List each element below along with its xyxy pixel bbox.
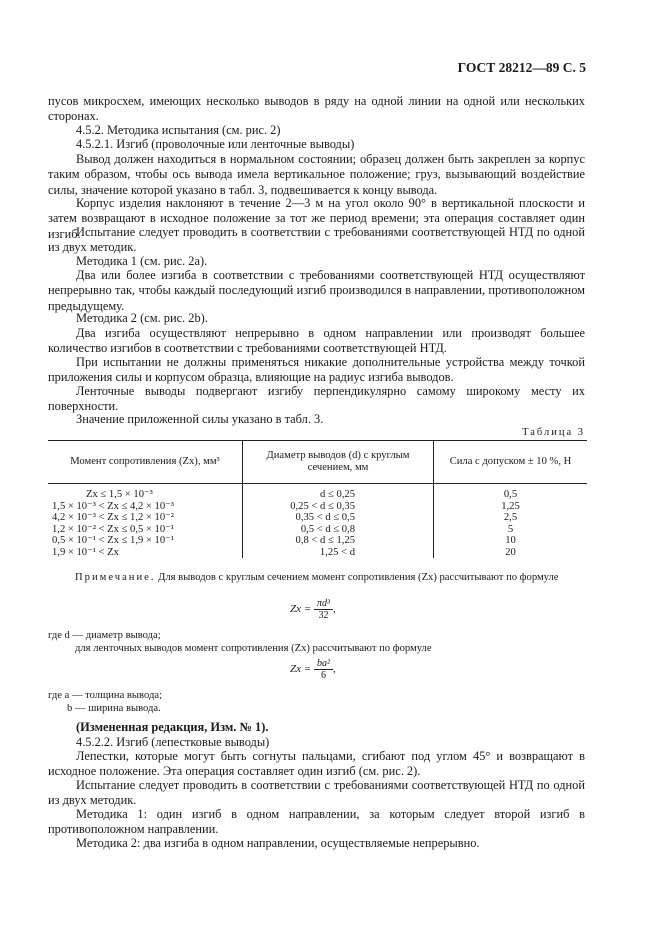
table-header-force: Сила с допуском ± 10 %, Н bbox=[434, 441, 588, 484]
cell-diameter: 0,5 < d ≤ 0,8 bbox=[243, 524, 434, 536]
method-2-text: Два изгиба осуществляют непрерывно в одном направлении или производят большее количество изгибов в соответствии с требованиями соответствующей НТД. bbox=[48, 326, 585, 356]
formula-round-numerator: πd³ bbox=[314, 598, 333, 610]
method-1-title: Методика 1 (см. рис. 2а). bbox=[76, 254, 208, 268]
note-text-ribbon: для ленточных выводов момент сопротивления (Zx) рассчитывают по формуле bbox=[75, 643, 432, 654]
cell-moment: 1,5 × 10⁻³ < Zx ≤ 4,2 × 10⁻³ bbox=[52, 500, 174, 512]
section-4-5-2-title: 4.5.2. Методика испытания (см. рис. 2) bbox=[76, 123, 281, 137]
method-2-tabs: Методика 2: два изгиба в одном направлении, осуществляемые непрерывно. bbox=[76, 836, 480, 850]
formula-ribbon bbox=[290, 658, 336, 681]
formula-round-fraction bbox=[314, 598, 333, 621]
table-row bbox=[48, 501, 587, 513]
note-where-b: b — ширина вывода. bbox=[67, 703, 161, 714]
formula-ribbon-fraction bbox=[314, 658, 333, 681]
cell-force: 0,5 bbox=[434, 484, 588, 501]
cell-force: 1,25 bbox=[434, 501, 588, 513]
table-caption: Таблица 3 bbox=[522, 427, 585, 438]
method-1-text: Два или более изгиба в соответствии с требованиями соответствующей НТД осуществляют непрерывно так, чтобы каждый последующий изгиб производился в направлении, противоположном предыдущему. bbox=[48, 268, 585, 313]
paragraph-continuation: пусов микросхем, имеющих несколько выводов в ряду на одной линии на одной или нескольких сторонах. bbox=[48, 94, 585, 124]
cell-force: 5 bbox=[434, 524, 588, 536]
cell-diameter: 0,8 < d ≤ 1,25 bbox=[243, 535, 434, 547]
method-1-tabs: Методика 1: один изгиб в одном направлении, за которым следует второй изгиб в противоположном направлении. bbox=[48, 807, 585, 837]
section-4-5-2-1-title: 4.5.2.1. Изгиб (проволочные или ленточные выводы) bbox=[76, 137, 355, 151]
table-note bbox=[75, 571, 587, 585]
formula-round bbox=[290, 598, 336, 621]
method-2-title: Методика 2 (см. рис. 2b). bbox=[76, 311, 208, 325]
paragraph-no-devices: При испытании не должны применяться никакие дополнительные устройства между точкой приложения силы и корпусом образца, влияющие на радиус изгиба выводов. bbox=[48, 355, 585, 385]
paragraph-tilt: Корпус изделия наклоняют в течение 2—3 м на угол около 90° в вертикальной плоскости и затем возвращают в исходное положение за тот же период времени; эта операция составляет один изгиб. bbox=[48, 196, 585, 241]
formula-ribbon-numerator: ba² bbox=[314, 658, 333, 670]
table-3 bbox=[48, 440, 587, 558]
table-row bbox=[48, 524, 587, 536]
formula-ribbon-end: , bbox=[332, 663, 336, 676]
paragraph-lead-position: Вывод должен находиться в нормальном состоянии; образец должен быть закреплен за корпус таким образом, чтобы ось вывода имела вертикальное положение; груз, вызывающий воздействие силы, значение которой указано в табл. 3, подвешивается к концу вывода. bbox=[48, 152, 585, 197]
cell-force: 10 bbox=[434, 535, 588, 547]
cell-force: 20 bbox=[434, 547, 588, 559]
cell-diameter: 1,25 < d bbox=[243, 547, 434, 559]
paragraph-test-methods-2: Испытание следует проводить в соответствии с требованиями соответствующей НТД по одной из двух методик. bbox=[48, 778, 585, 808]
cell-diameter: 0,25 < d ≤ 0,35 bbox=[243, 501, 434, 513]
page-header: ГОСТ 28212—89 С. 5 bbox=[457, 60, 586, 75]
table-header-diameter: Диаметр выводов (d) с круглым сечением, мм bbox=[243, 441, 434, 484]
table-header-row bbox=[48, 441, 587, 484]
formula-round-lhs: Zx = bbox=[290, 603, 312, 616]
cell-force: 2,5 bbox=[434, 512, 588, 524]
cell-diameter: 0,35 < d ≤ 0,5 bbox=[243, 512, 434, 524]
table-header-moment: Момент сопротивления (Zx), мм³ bbox=[70, 456, 220, 467]
paragraph-test-methods: Испытание следует проводить в соответствии с требованиями соответствующей НТД по одной из двух методик. bbox=[48, 225, 585, 255]
cell-moment: 4,2 × 10⁻³ < Zx ≤ 1,2 × 10⁻² bbox=[52, 512, 174, 523]
formula-round-end: , bbox=[332, 603, 336, 616]
table-row bbox=[48, 535, 587, 547]
formula-round-denominator: 32 bbox=[318, 610, 329, 621]
section-4-5-2-2-title: 4.5.2.2. Изгиб (лепестковые выводы) bbox=[76, 735, 270, 749]
paragraph-tabs-bend: Лепестки, которые могут быть согнуты пальцами, сгибают под углом 45° и возвращают в исходное положение. Эта операция составляет один изгиб (см. рис. 2). bbox=[48, 749, 585, 779]
formula-ribbon-lhs: Zx = bbox=[290, 663, 312, 676]
table-row bbox=[48, 484, 587, 501]
cell-moment: 1,9 × 10⁻¹ < Zx bbox=[52, 546, 119, 558]
cell-diameter: d ≤ 0,25 bbox=[243, 484, 434, 501]
table-row bbox=[48, 512, 587, 524]
amendment-note: (Измененная редакция, Изм. № 1). bbox=[76, 720, 269, 734]
cell-moment: 1,2 × 10⁻² < Zx ≤ 0,5 × 10⁻¹ bbox=[52, 523, 174, 535]
cell-moment: Zx ≤ 1,5 × 10⁻³ bbox=[86, 489, 153, 500]
note-text-round: Для выводов с круглым сечением момент сопротивления (Zx) рассчитывают по формуле bbox=[158, 572, 559, 583]
note-where-d: где d — диаметр вывода; bbox=[48, 630, 161, 641]
cell-moment: 0,5 × 10⁻¹ < Zx ≤ 1,9 × 10⁻¹ bbox=[52, 535, 174, 546]
formula-ribbon-denominator: 6 bbox=[320, 670, 326, 681]
paragraph-ribbon-leads: Ленточные выводы подвергают изгибу перпендикулярно самому широкому месту их поверхности. bbox=[48, 384, 585, 414]
note-label: Примечание. bbox=[75, 572, 156, 583]
table-row bbox=[48, 547, 587, 559]
paragraph-force-value: Значение приложенной силы указано в табл. 3. bbox=[76, 412, 324, 426]
note-where-a: где a — толщина вывода; bbox=[48, 690, 163, 701]
